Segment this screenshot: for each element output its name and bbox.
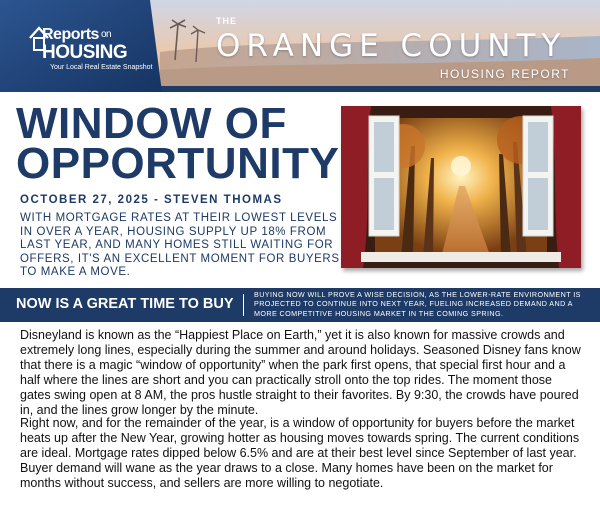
report-subtitle: HOUSING REPORT [439,67,570,81]
report-title: ORANGE COUNTY [216,28,567,64]
report-the-label: THE [216,16,237,26]
callout-divider [243,294,244,316]
logo-tagline: Your Local Real Estate Snapshot [50,64,153,71]
callout-text: BUYING NOW WILL PROVE A WISE DECISION, AS THE LOWER-RATE ENVIRONMENT IS PROJECTED TO CONTINUE INTO NEXT YEAR, FUELING INCREASED DEMAND AND A MORE COMPETITIVE HOUSING MARKET IN THE COMING SPRING. [254,290,581,318]
headline-line-1: WINDOW OF [16,99,287,148]
article-dateline: OCTOBER 27, 2025 - STEVEN THOMAS [20,194,283,206]
article-intro: WITH MORTGAGE RATES AT THEIR LOWEST LEVELS IN OVER A YEAR, HOUSING SUPPLY UP 18% FROM LAST YEAR, AND MANY HOMES STILL WAITING FOR OFFERS, IT'S AN EXCELLENT MOMENT FOR BUYERS TO MAKE A MOVE. [20,212,340,278]
callout-heading: NOW IS A GREAT TIME TO BUY [16,296,234,312]
article-headline [16,99,340,188]
window-forest-illustration [341,106,581,268]
body-paragraph-1: Disneyland is known as the “Happiest Place on Earth,” yet it is also known for massive crowds and extremely long lines, especially during the summer and around holidays. Seasoned Disney fans know that there is a magic “window of opportunity” when the park first opens, that special first hour and a half where the lines are short and you can practically stroll onto the top rides. The moment those gates swing open at 8 AM, the pros hustle straight to their favorites. By 9:30, the crowds have poured in, and the lines grow longer by the minute. [20,328,581,417]
logo-wordmark-top: Reports on [42,26,112,43]
headline-line-2: OPPORTUNITY [16,139,340,188]
logo-wordmark-main: HOUSING [42,42,128,63]
body-paragraph-2: Right now, and for the remainder of the year, is a window of opportunity for buyers before the market heats up after the New Year, growing hotter as housing moves towards spring. The current conditions are ideal. Mortgage rates dipped below 6.5% and are at their best level since September of last year. Buyer demand will wane as the year draws to a close. Many homes have been on the market for months without success, and sellers are more willing to negotiate. [20,416,580,490]
header-banner [0,0,600,92]
callout-bar [0,288,600,322]
reports-on-housing-logo[interactable] [28,22,158,78]
